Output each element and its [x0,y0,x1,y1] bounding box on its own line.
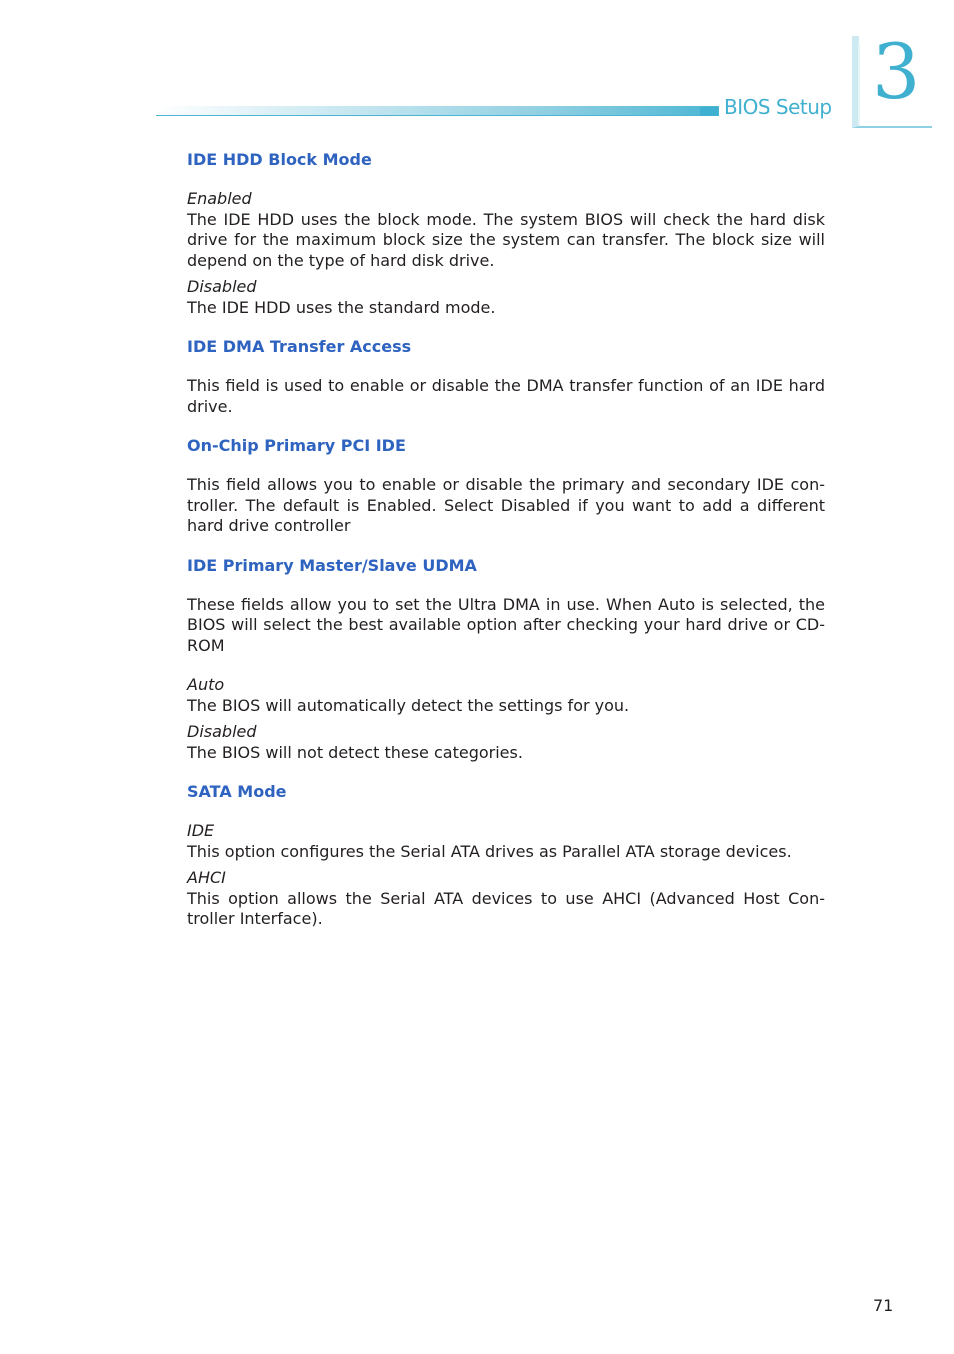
section-description: This field allows you to enable or disable the primary and secondary IDE controller. The default is Enabled. Select Disabled if you want to add a different hard drive controller [187,475,825,535]
section-ide-dma-transfer-access [187,337,825,417]
header-bar-cap [700,107,718,116]
option-disabled [187,277,825,318]
chapter-tab-inner-line [858,42,860,126]
option-description: This option allows the Serial ATA devices to use AHCI (Advanced Host Controller Interface). [187,888,825,928]
option-name: Disabled [187,277,257,296]
section-ide-primary-master-slave-udma [187,556,825,764]
option-description: The IDE HDD uses the block mode. The system BIOS will check the hard disk drive for the maximum block size the system can transfer. The block size will depend on the type of hard disk drive. [187,209,825,270]
option-description: The BIOS will automatically detect the settings for you. [187,695,630,715]
section-description: These fields allow you to set the Ultra DMA in use. When Auto is selected, the BIOS will select the best available option after checking your hard drive or CD-ROM [187,594,825,655]
section-heading: IDE Primary Master/Slave UDMA [187,555,477,575]
page-number: 71 [873,1296,894,1315]
option-description: The BIOS will not detect these categories. [187,742,523,762]
option-ide [187,821,825,862]
option-name: AHCI [187,868,226,887]
chapter-number: 3 [872,27,921,116]
header-title: BIOS Setup [724,95,832,119]
option-enabled [187,189,825,271]
option-ahci [187,868,825,930]
option-auto [187,675,825,716]
option-name: IDE [187,821,215,840]
section-heading: SATA Mode [187,782,287,801]
section-ide-hdd-block-mode [187,150,825,318]
option-description: The IDE HDD uses the standard mode. [187,297,496,317]
section-heading: IDE DMA Transfer Access [187,337,412,356]
header-rule [156,115,719,116]
option-name: Enabled [187,189,252,208]
section-sata-mode [187,782,825,930]
page-content [187,150,825,949]
option-disabled [187,722,825,763]
option-description: This option configures the Serial ATA drives as Parallel ATA storage devices. [187,841,792,861]
section-description: This field is used to enable or disable the DMA transfer function of an IDE hard drive. [187,376,825,416]
option-name: Auto [187,675,225,694]
section-heading: IDE HDD Block Mode [187,150,372,169]
section-on-chip-primary-pci-ide [187,436,825,537]
section-heading: On-Chip Primary PCI IDE [187,436,406,455]
option-name: Disabled [187,722,257,741]
